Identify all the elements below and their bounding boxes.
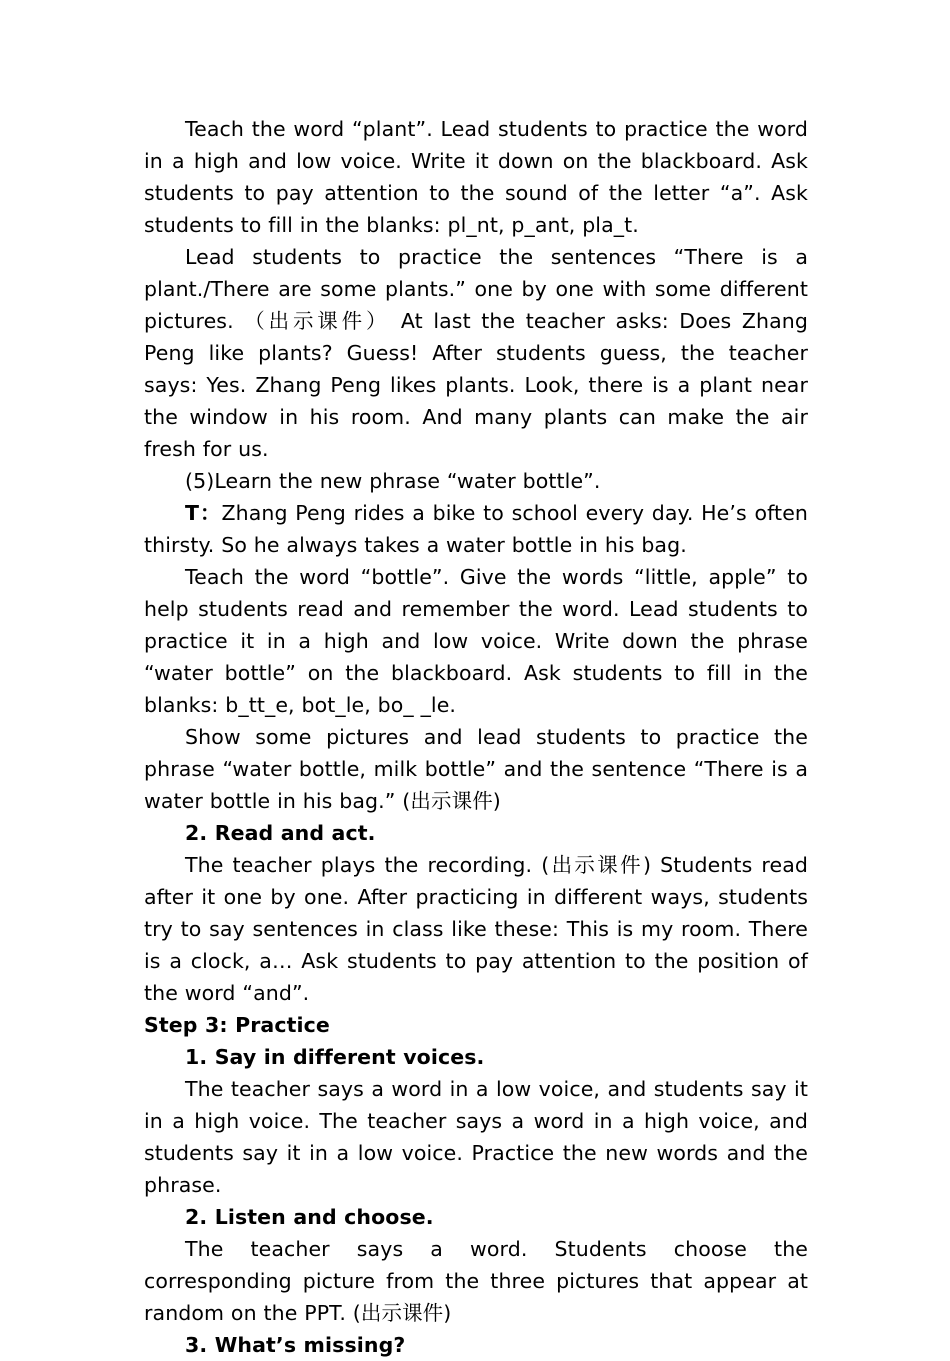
heading-step-3-practice: Step 3: Practice	[144, 1013, 330, 1037]
paragraph-teach-bottle: Teach the word “bottle”. Give the words “little, apple” to help students read and remember the word. Lead students to practice it in a high and low voice. Write down the phrase “water bottle” on the blackboard. Ask students to fill in the blanks: b_tt_e, bot_le, bo_ _le.	[144, 565, 808, 717]
paragraph-practice-sentences: Lead students to practice the sentences “There is a plant./There are some plants.” one by one with some different pictures. （出示课件） At last the teacher asks: Does Zhang Peng like plants? Guess! After students guess, the teacher says: Yes. Zhang Peng likes plants. Look, there is a plant near the window in his room. And many plants can make the air fresh for us.	[144, 245, 808, 461]
paragraph-plays-recording: The teacher plays the recording. (出示课件) Students read after it one by one. After practicing in different ways, students try to say sentences in class like these: This is my room. There is a clock, a… Ask students to pay attention to the position of the word “and”.	[144, 853, 808, 1005]
paragraph-learn-water-bottle: (5)Learn the new phrase “water bottle”.	[185, 469, 601, 493]
speaker-label-teacher: T：	[185, 501, 222, 525]
paragraph-teach-plant: Teach the word “plant”. Lead students to practice the word in a high and low voice. Write it down on the blackboard. Ask students to pay attention to the sound of the letter “a”. Ask students to fill in the blanks: pl_nt, p_ant, pla_t.	[144, 117, 808, 237]
paragraph-choose-picture: The teacher says a word. Students choose the corresponding picture from the three pictures that appear at random on the PPT. (出示课件)	[144, 1237, 808, 1325]
heading-listen-and-choose: 2. Listen and choose.	[185, 1205, 434, 1229]
heading-read-and-act: 2. Read and act.	[185, 821, 376, 845]
paragraph-show-pictures: Show some pictures and lead students to practice the phrase “water bottle, milk bottle” and the sentence “There is a water bottle in his bag.” (出示课件)	[144, 725, 808, 813]
speaker-line-text: Zhang Peng rides a bike to school every day. He’s often thirsty. So he always takes a water bottle in his bag.	[144, 501, 808, 557]
document-text-body	[144, 113, 808, 1361]
paragraph-low-high-voice: The teacher says a word in a low voice, and students say it in a high voice. The teacher says a word in a high voice, and students say it in a low voice. Practice the new words and the phrase.	[144, 1077, 808, 1197]
paragraph-teacher-line	[144, 497, 808, 561]
heading-say-in-different-voices: 1. Say in different voices.	[185, 1045, 485, 1069]
heading-whats-missing: 3. What’s missing?	[185, 1333, 406, 1357]
